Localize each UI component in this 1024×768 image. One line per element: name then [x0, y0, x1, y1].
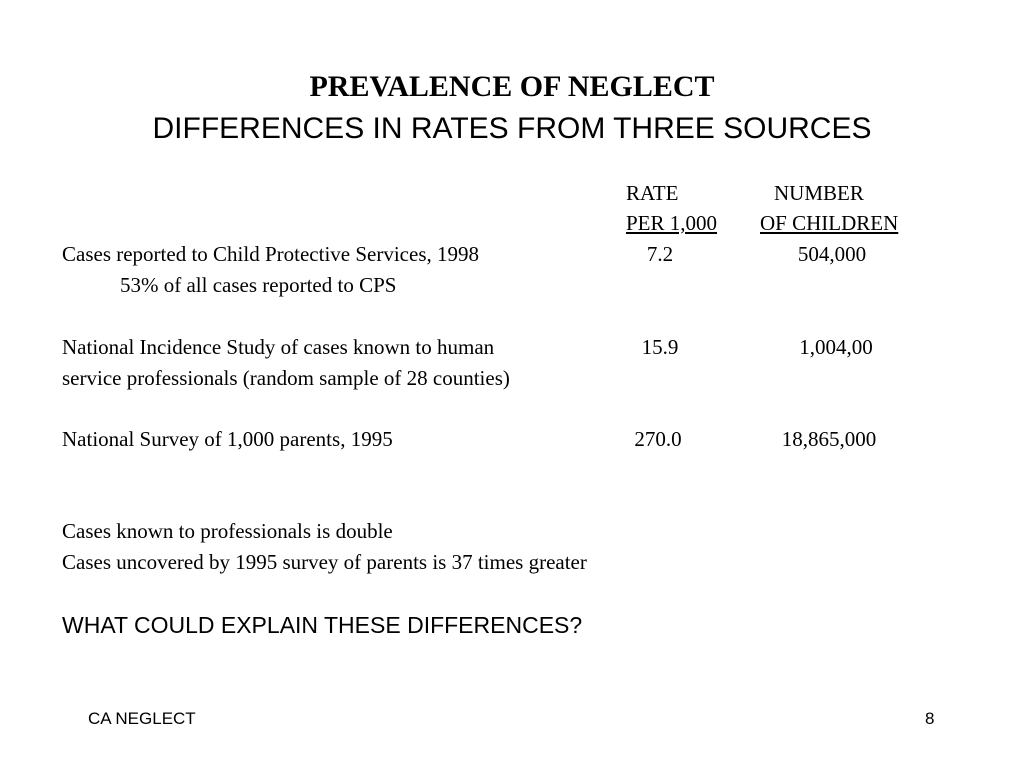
row-number: 504,000 — [797, 242, 867, 266]
row-number: 1,004,00 — [799, 335, 873, 359]
number-header-line1: NUMBER — [774, 181, 864, 205]
row-label: Cases reported to Child Protective Services, 1998 — [62, 242, 479, 266]
row-note: 53% of all cases reported to CPS — [120, 273, 397, 297]
row-label: National Incidence Study of cases known to human — [62, 335, 495, 359]
slide-title: PREVALENCE OF NEGLECT — [309, 70, 715, 103]
page-number: 8 — [925, 709, 935, 728]
question-text: WHAT COULD EXPLAIN THESE DIFFERENCES? — [62, 612, 583, 638]
summary-line-1: Cases known to professionals is double — [62, 519, 393, 543]
summary-line-2: Cases uncovered by 1995 survey of parents is 37 times greater — [62, 550, 587, 574]
row-label: National Survey of 1,000 parents, 1995 — [62, 427, 393, 451]
rate-header-line2: PER 1,000 — [626, 211, 718, 235]
slide-subtitle: DIFFERENCES IN RATES FROM THREE SOURCES — [152, 112, 872, 145]
row-number: 18,865,000 — [781, 427, 877, 451]
number-header-line2: OF CHILDREN — [760, 211, 899, 235]
footer-title: CA NEGLECT — [88, 709, 196, 728]
row-label-continued: service professionals (random sample of 28 counties) — [62, 366, 510, 390]
row-rate: 7.2 — [646, 242, 674, 266]
row-rate: 270.0 — [634, 427, 682, 451]
row-rate: 15.9 — [641, 335, 679, 359]
rate-header-line1: RATE — [626, 181, 679, 205]
